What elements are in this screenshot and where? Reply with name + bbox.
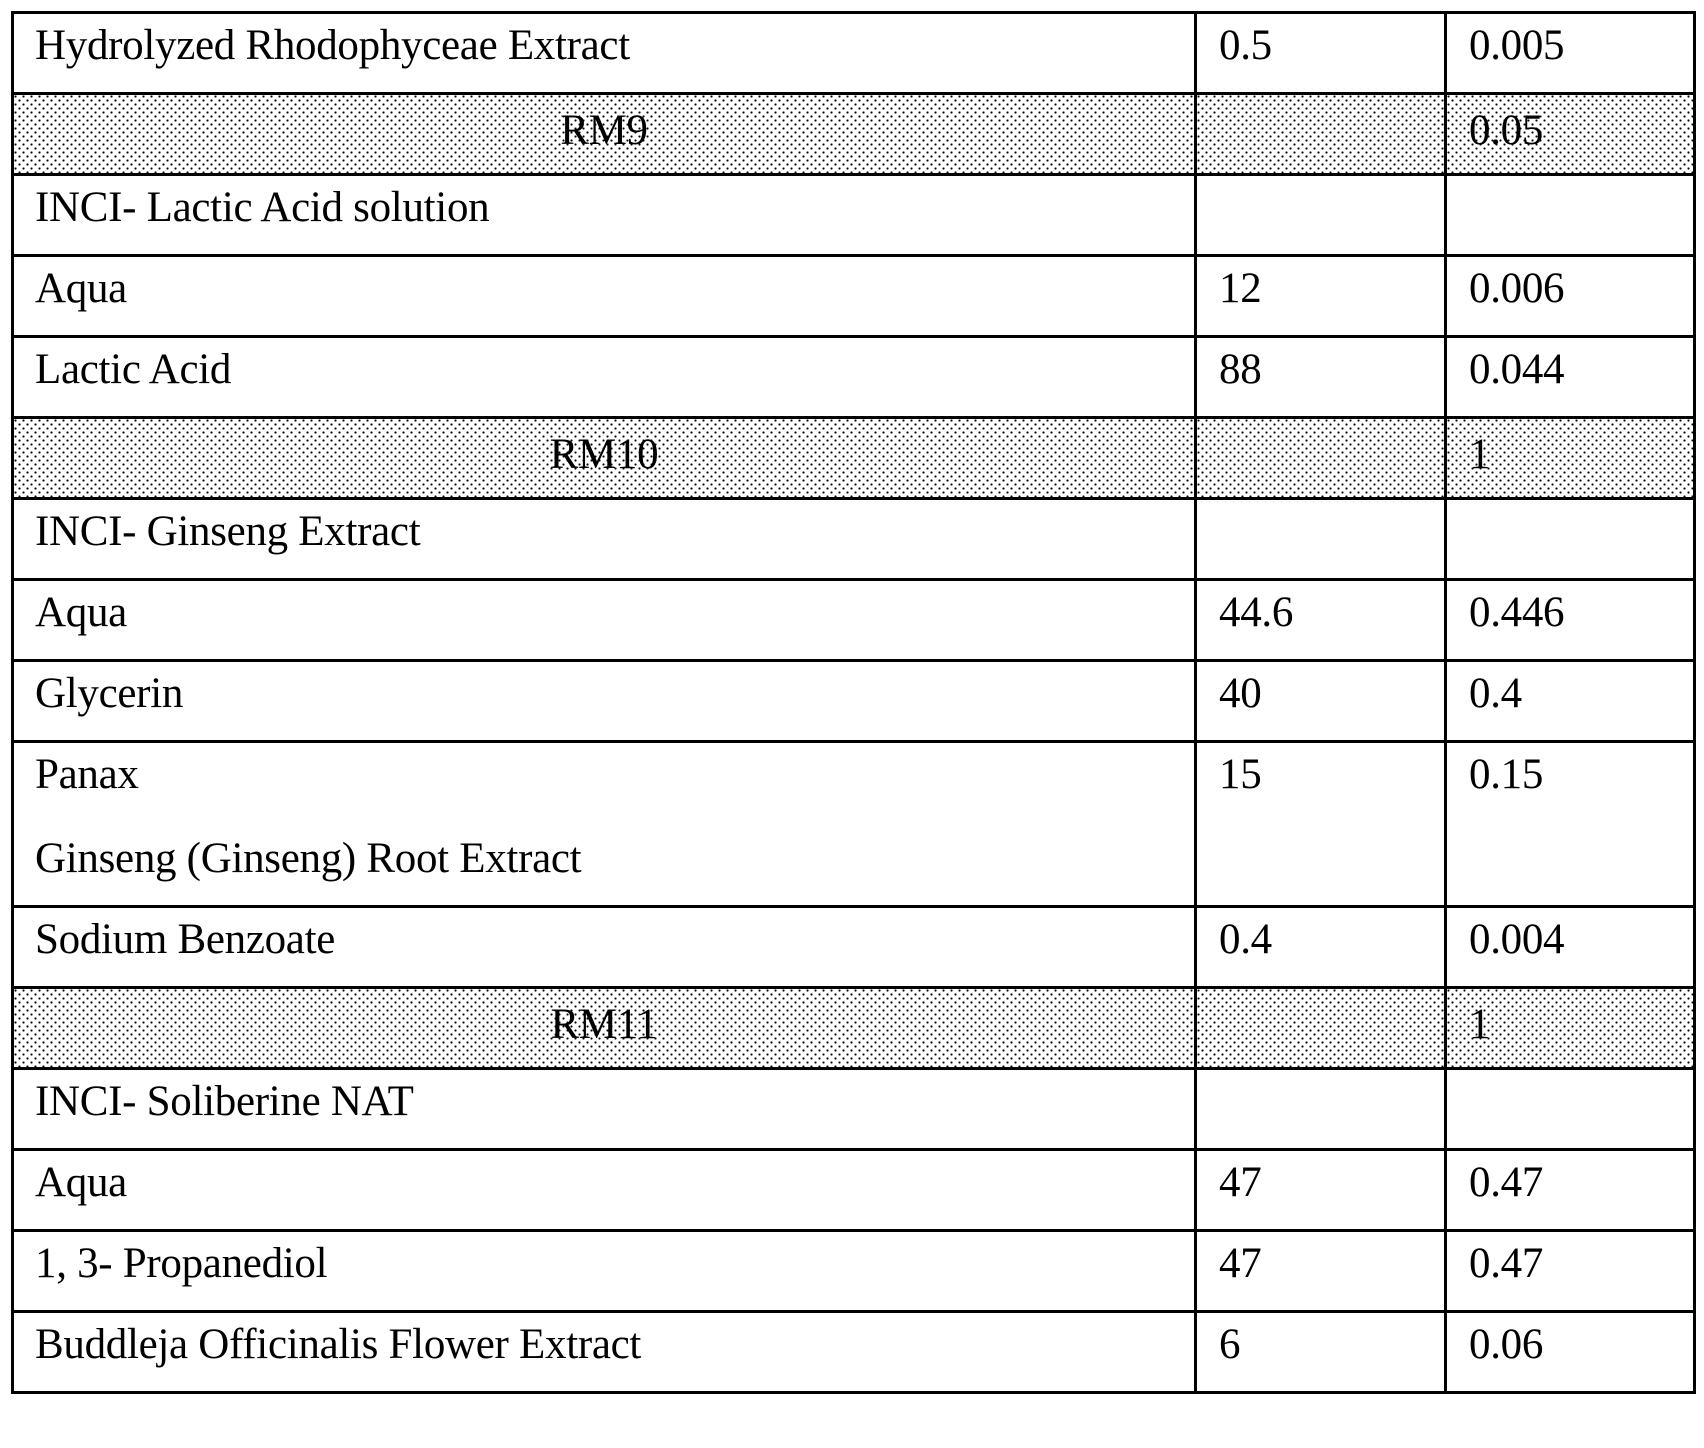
section-name-cell	[13, 94, 1196, 175]
percent-value	[1197, 176, 1444, 182]
ingredient-name-cell	[13, 661, 1196, 742]
ingredient-name: Sodium Benzoate	[35, 916, 336, 963]
amount-cell	[1446, 988, 1695, 1069]
percent-cell	[1196, 988, 1446, 1069]
table-row	[13, 661, 1695, 742]
amount-value: 0.446	[1469, 589, 1565, 636]
table-row	[13, 337, 1695, 418]
ingredient-name: Glycerin	[35, 670, 184, 717]
inci-label: INCI- Ginseng Extract	[35, 508, 421, 555]
table-row	[13, 1069, 1695, 1150]
percent-value: 6	[1219, 1321, 1241, 1368]
percent-value	[1197, 1070, 1444, 1076]
amount-cell	[1446, 256, 1695, 337]
amount-cell	[1446, 580, 1695, 661]
amount-cell	[1446, 13, 1695, 94]
table-row	[13, 256, 1695, 337]
ingredient-name: Buddleja Officinalis Flower Extract	[35, 1321, 642, 1368]
percent-value: 40	[1219, 670, 1262, 717]
percent-cell	[1196, 13, 1446, 94]
table-row	[13, 580, 1695, 661]
ingredient-name: Hydrolyzed Rhodophyceae Extract	[35, 22, 630, 69]
percent-cell	[1196, 94, 1446, 175]
percent-cell	[1196, 1069, 1446, 1150]
percent-cell	[1196, 418, 1446, 499]
percent-cell	[1196, 907, 1446, 988]
ingredient-name-cell	[13, 13, 1196, 94]
section-name-cell	[13, 418, 1196, 499]
ingredient-name-cell	[13, 256, 1196, 337]
percent-cell	[1196, 256, 1446, 337]
percent-value	[1197, 989, 1444, 999]
percent-cell	[1196, 499, 1446, 580]
table-row	[13, 907, 1695, 988]
percent-value	[1197, 500, 1444, 506]
percent-value: 0.4	[1219, 916, 1272, 963]
amount-value	[1447, 500, 1693, 506]
amount-value	[1447, 1070, 1693, 1076]
percent-cell	[1196, 742, 1446, 907]
ingredient-name-cell	[13, 175, 1196, 256]
section-name-cell	[13, 988, 1196, 1069]
percent-value	[1197, 95, 1444, 105]
amount-cell	[1446, 1150, 1695, 1231]
amount-cell	[1446, 94, 1695, 175]
percent-cell	[1196, 1150, 1446, 1231]
ingredient-table	[11, 11, 1696, 1394]
percent-cell	[1196, 580, 1446, 661]
ingredient-name-cell	[13, 1150, 1196, 1231]
ingredient-name-cell	[13, 742, 1196, 907]
ingredient-name-cell	[13, 907, 1196, 988]
section-total: 0.05	[1469, 107, 1544, 154]
ingredient-name: Aqua	[35, 1159, 127, 1206]
percent-value: 88	[1219, 346, 1262, 393]
amount-cell	[1446, 418, 1695, 499]
percent-value: 12	[1219, 265, 1262, 312]
amount-value: 0.005	[1469, 22, 1565, 69]
amount-value: 0.15	[1469, 751, 1544, 798]
ingredient-name-wrapper	[14, 743, 1194, 885]
table-row	[13, 1312, 1695, 1393]
amount-value: 0.06	[1469, 1321, 1544, 1368]
ingredient-name: 1, 3- Propanediol	[35, 1240, 328, 1287]
amount-value	[1447, 176, 1693, 182]
inci-label: INCI- Soliberine NAT	[35, 1078, 414, 1125]
percent-value: 15	[1219, 751, 1262, 798]
ingredient-name-cell	[13, 499, 1196, 580]
percent-cell	[1196, 175, 1446, 256]
ingredient-name-cell	[13, 1312, 1196, 1393]
table-row	[13, 499, 1695, 580]
section-name: RM10	[549, 431, 659, 478]
percent-cell	[1196, 661, 1446, 742]
amount-value: 0.006	[1469, 265, 1565, 312]
amount-value: 0.4	[1469, 670, 1522, 717]
amount-cell	[1446, 175, 1695, 256]
percent-value: 44.6	[1219, 589, 1294, 636]
table-row	[13, 175, 1695, 256]
table-row	[13, 13, 1695, 94]
percent-value: 47	[1219, 1240, 1262, 1287]
ingredient-name: Aqua	[35, 265, 127, 312]
amount-cell	[1446, 661, 1695, 742]
ingredient-name: Lactic Acid	[35, 346, 232, 393]
table-row	[13, 742, 1695, 907]
section-total: 1	[1469, 431, 1491, 478]
percent-cell	[1196, 337, 1446, 418]
percent-value: 47	[1219, 1159, 1262, 1206]
ingredient-name-line1: Panax	[35, 751, 139, 798]
amount-cell	[1446, 742, 1695, 907]
ingredient-name-cell	[13, 337, 1196, 418]
section-total: 1	[1469, 1001, 1491, 1048]
ingredient-name-line2: Ginseng (Ginseng) Root Extract	[35, 835, 582, 882]
ingredient-name-cell	[13, 1069, 1196, 1150]
amount-cell	[1446, 907, 1695, 988]
amount-cell	[1446, 337, 1695, 418]
amount-value: 0.47	[1469, 1240, 1544, 1287]
table-row	[13, 1231, 1695, 1312]
amount-cell	[1446, 1312, 1695, 1393]
percent-cell	[1196, 1231, 1446, 1312]
ingredient-name-cell	[13, 1231, 1196, 1312]
amount-value: 0.044	[1469, 346, 1565, 393]
section-name: RM11	[550, 1001, 658, 1048]
amount-value: 0.004	[1469, 916, 1565, 963]
ingredient-name-cell	[13, 580, 1196, 661]
amount-cell	[1446, 1069, 1695, 1150]
amount-cell	[1446, 499, 1695, 580]
ingredient-name: Aqua	[35, 589, 127, 636]
percent-value	[1197, 419, 1444, 429]
amount-value: 0.47	[1469, 1159, 1544, 1206]
section-header-row	[13, 94, 1695, 175]
percent-value: 0.5	[1219, 22, 1272, 69]
amount-cell	[1446, 1231, 1695, 1312]
section-header-row	[13, 418, 1695, 499]
section-header-row	[13, 988, 1695, 1069]
percent-cell	[1196, 1312, 1446, 1393]
inci-label: INCI- Lactic Acid solution	[35, 184, 490, 231]
table-row	[13, 1150, 1695, 1231]
section-name: RM9	[560, 107, 648, 154]
